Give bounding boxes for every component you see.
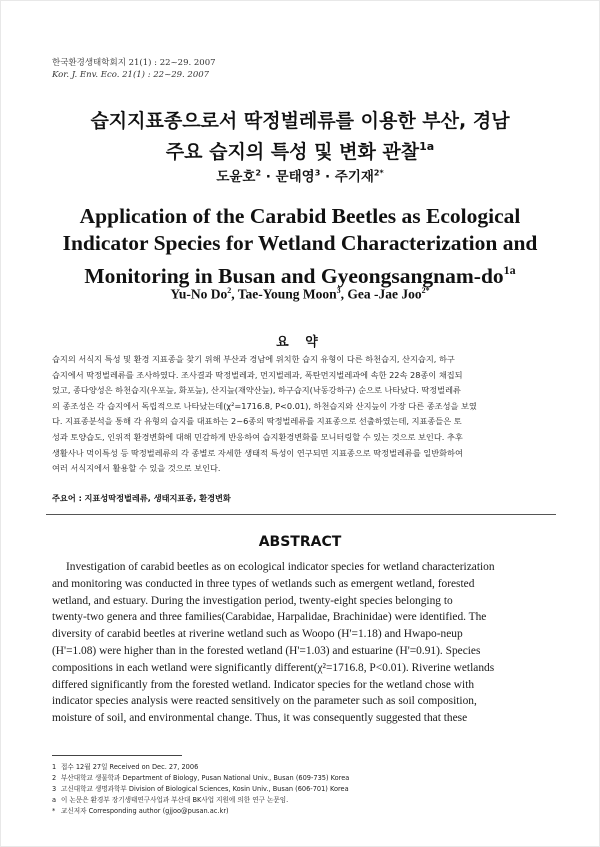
korean-abstract-line: 었고, 종다양성은 하천습지(우포늪, 화포늪), 산지늪(재약산늪), 하구습지(낙동강하구) 순으로 나타났다. 딱정벌레류: [52, 385, 461, 396]
footnote-item: [52, 762, 558, 773]
footnote-item: [52, 795, 558, 806]
english-abstract-line: (H'=1.08) were higher than in the forested wetland (H'=1.03) and estuarine (H'=0.91). Species: [52, 644, 481, 657]
authors-english: [80, 286, 520, 303]
author-ko-3: 주기재: [334, 169, 374, 185]
korean-abstract-line: 습지에서 딱정벌레류를 조사하였다. 조사결과 딱정벌레과, 먼지벌레과, 폭탄먼지벌레과에 속한 22속 28종이 채집되: [52, 369, 463, 380]
footnote-mark: a: [52, 796, 57, 804]
title-english-line-3-text: Monitoring in Busan and Gyeongsangnam-do: [84, 264, 504, 288]
english-abstract-line: and monitoring was conducted in three types of wetlands such as emergent wetland, forested: [52, 577, 475, 590]
english-abstract-line: compositions in each wetland were significantly different(χ²=1716.8, P<0.01). Riverine wetlands: [52, 661, 495, 674]
korean-abstract-line: 성과 토양습도, 인위적 환경변화에 대해 민감하게 반응하여 습지환경변화를 모니터링할 수 있는 것으로 보인다. 추후: [52, 431, 463, 442]
korean-abstract-line: 습지의 서식지 특성 및 환경 지표종을 찾기 위해 부산과 경남에 위치한 습지 유형이 다른 하천습지, 산지습지, 하구: [52, 354, 455, 364]
korean-abstract-line: 의 종조성은 각 습지에서 독립적으로 나타났는데(χ²=1716.8, P<0.01), 하천습지와 산지늪이 가장 다른 종조성을 보였: [52, 400, 477, 411]
korean-abstract-line: 다. 지표종분석을 통해 각 유형의 습지를 대표하는 2~6종의 딱정벌레류를 지표종으로 선출하였는데, 지표종들은 토: [52, 416, 462, 427]
footnote-mark: 2: [52, 774, 57, 782]
keywords: [52, 493, 231, 504]
title-english: [30, 203, 570, 290]
title-english-line-2: Indicator Species for Wetland Characterization and: [62, 231, 538, 255]
author-ko-sep-1: ·: [261, 169, 276, 185]
footnote-text: 접수 12월 27일 Received on Dec. 27, 2006: [61, 763, 199, 771]
journal-citation: [52, 57, 216, 81]
author-en-sep-1: ,: [231, 286, 238, 302]
english-abstract-line: twenty-two genera and three families(Carabidae, Harpalidae, Brachinidae) were identified. The: [52, 611, 487, 624]
title-korean-footnote-mark: 1a: [419, 140, 435, 153]
footnote-text: 교신저자 Corresponding author (gjjoo@pusan.ac.kr): [61, 807, 229, 815]
english-abstract-body: [52, 559, 558, 727]
author-en-sep-2: ,: [340, 286, 348, 302]
footnote-item: [52, 784, 558, 795]
authors-korean: [80, 165, 520, 185]
title-korean-line-2: [40, 134, 560, 165]
footnote-item: [52, 806, 558, 817]
journal-citation-ko: 한국환경생태학회지 21(1) : 22~29. 2007: [52, 58, 216, 68]
title-english-footnote-mark: 1a: [503, 263, 516, 277]
footnote-text: 부산대학교 생물학과 Department of Biology, Pusan National Univ., Busan (609-735) Korea: [61, 774, 350, 782]
footnote-mark: 1: [52, 763, 57, 771]
english-abstract-line: differed significantly from the forested wetland. Indicator species for the wetland chose with: [52, 678, 475, 691]
english-abstract-line: Investigation of carabid beetles as on ecological indicator species for wetland characterization: [66, 561, 495, 573]
footnote-divider: [52, 755, 182, 756]
keywords-label: 주요어 :: [52, 493, 82, 503]
title-korean-line-1: 습지지표종으로서 딱정벌레류를 이용한 부산, 경남: [90, 110, 510, 132]
author-en-3: Gea -Jae Joo: [347, 286, 422, 302]
english-abstract-line: moisture of soil, and environmental change. Thus, it was consequently suggested that these: [52, 712, 468, 725]
author-ko-sep-2: ·: [320, 169, 335, 185]
author-ko-2-affil: 3: [314, 168, 321, 178]
author-ko-1-affil: 2: [255, 168, 262, 178]
footnote-mark: 3: [52, 785, 57, 793]
title-english-line-1: Application of the Carabid Beetles as Ecological: [79, 204, 521, 228]
korean-abstract-heading: 요 약: [276, 335, 324, 350]
author-ko-1: 도윤호: [216, 169, 256, 185]
korean-abstract-body: [52, 352, 556, 477]
author-en-1: Yu-No Do: [170, 286, 228, 302]
footnote-mark: *: [52, 807, 56, 815]
author-en-2: Tae-Young Moon: [237, 286, 337, 302]
footnotes: [52, 762, 558, 817]
english-abstract-heading: ABSTRACT: [258, 534, 342, 550]
author-en-3-affil: 2*: [421, 286, 430, 295]
keywords-values: 지표성딱정벌레류, 생태지표종, 환경변화: [84, 493, 231, 503]
title-korean-line-2-text: 주요 습지의 특성 및 변화 관찰: [165, 141, 420, 163]
author-ko-3-affil: 2*: [373, 168, 384, 178]
footnote-text: 이 논문은 환경부 장기생태연구사업과 부산대 BK사업 지원에 의한 연구 논문임.: [61, 796, 289, 804]
korean-abstract-line: 생활사나 먹이특성 등 딱정벌레류의 각 종별로 자세한 생태적 특성이 연구되면 지표종으로 딱정벌레류를 일반화하여: [52, 447, 463, 458]
english-abstract-line: diversity of carabid beetles at riverine wetland such as Woopo (H'=1.18) and Hwapo-neup: [52, 628, 463, 641]
title-korean: [40, 108, 560, 165]
journal-citation-en: Kor. J. Env. Eco. 21(1) : 22~29. 2007: [52, 70, 210, 80]
author-en-1-affil: 2: [227, 286, 232, 295]
keywords-divider: [46, 514, 556, 515]
footnote-item: [52, 773, 558, 784]
english-abstract-line: indicator species analysis were reacted sensitively on the parameter such as soil composition,: [52, 695, 477, 708]
author-ko-2: 문태영: [275, 169, 315, 185]
author-en-2-affil: 3: [336, 286, 341, 295]
english-abstract-line: wetland, and estuary. During the investigation period, twenty-eight species belonging to: [52, 594, 453, 607]
footnote-text: 고신대학교 생명과학부 Division of Biological Sciences, Kosin Univ., Busan (606-701) Korea: [61, 785, 349, 793]
korean-abstract-line: 여러 서식지에서 활용할 수 있을 것으로 보인다.: [52, 463, 221, 474]
